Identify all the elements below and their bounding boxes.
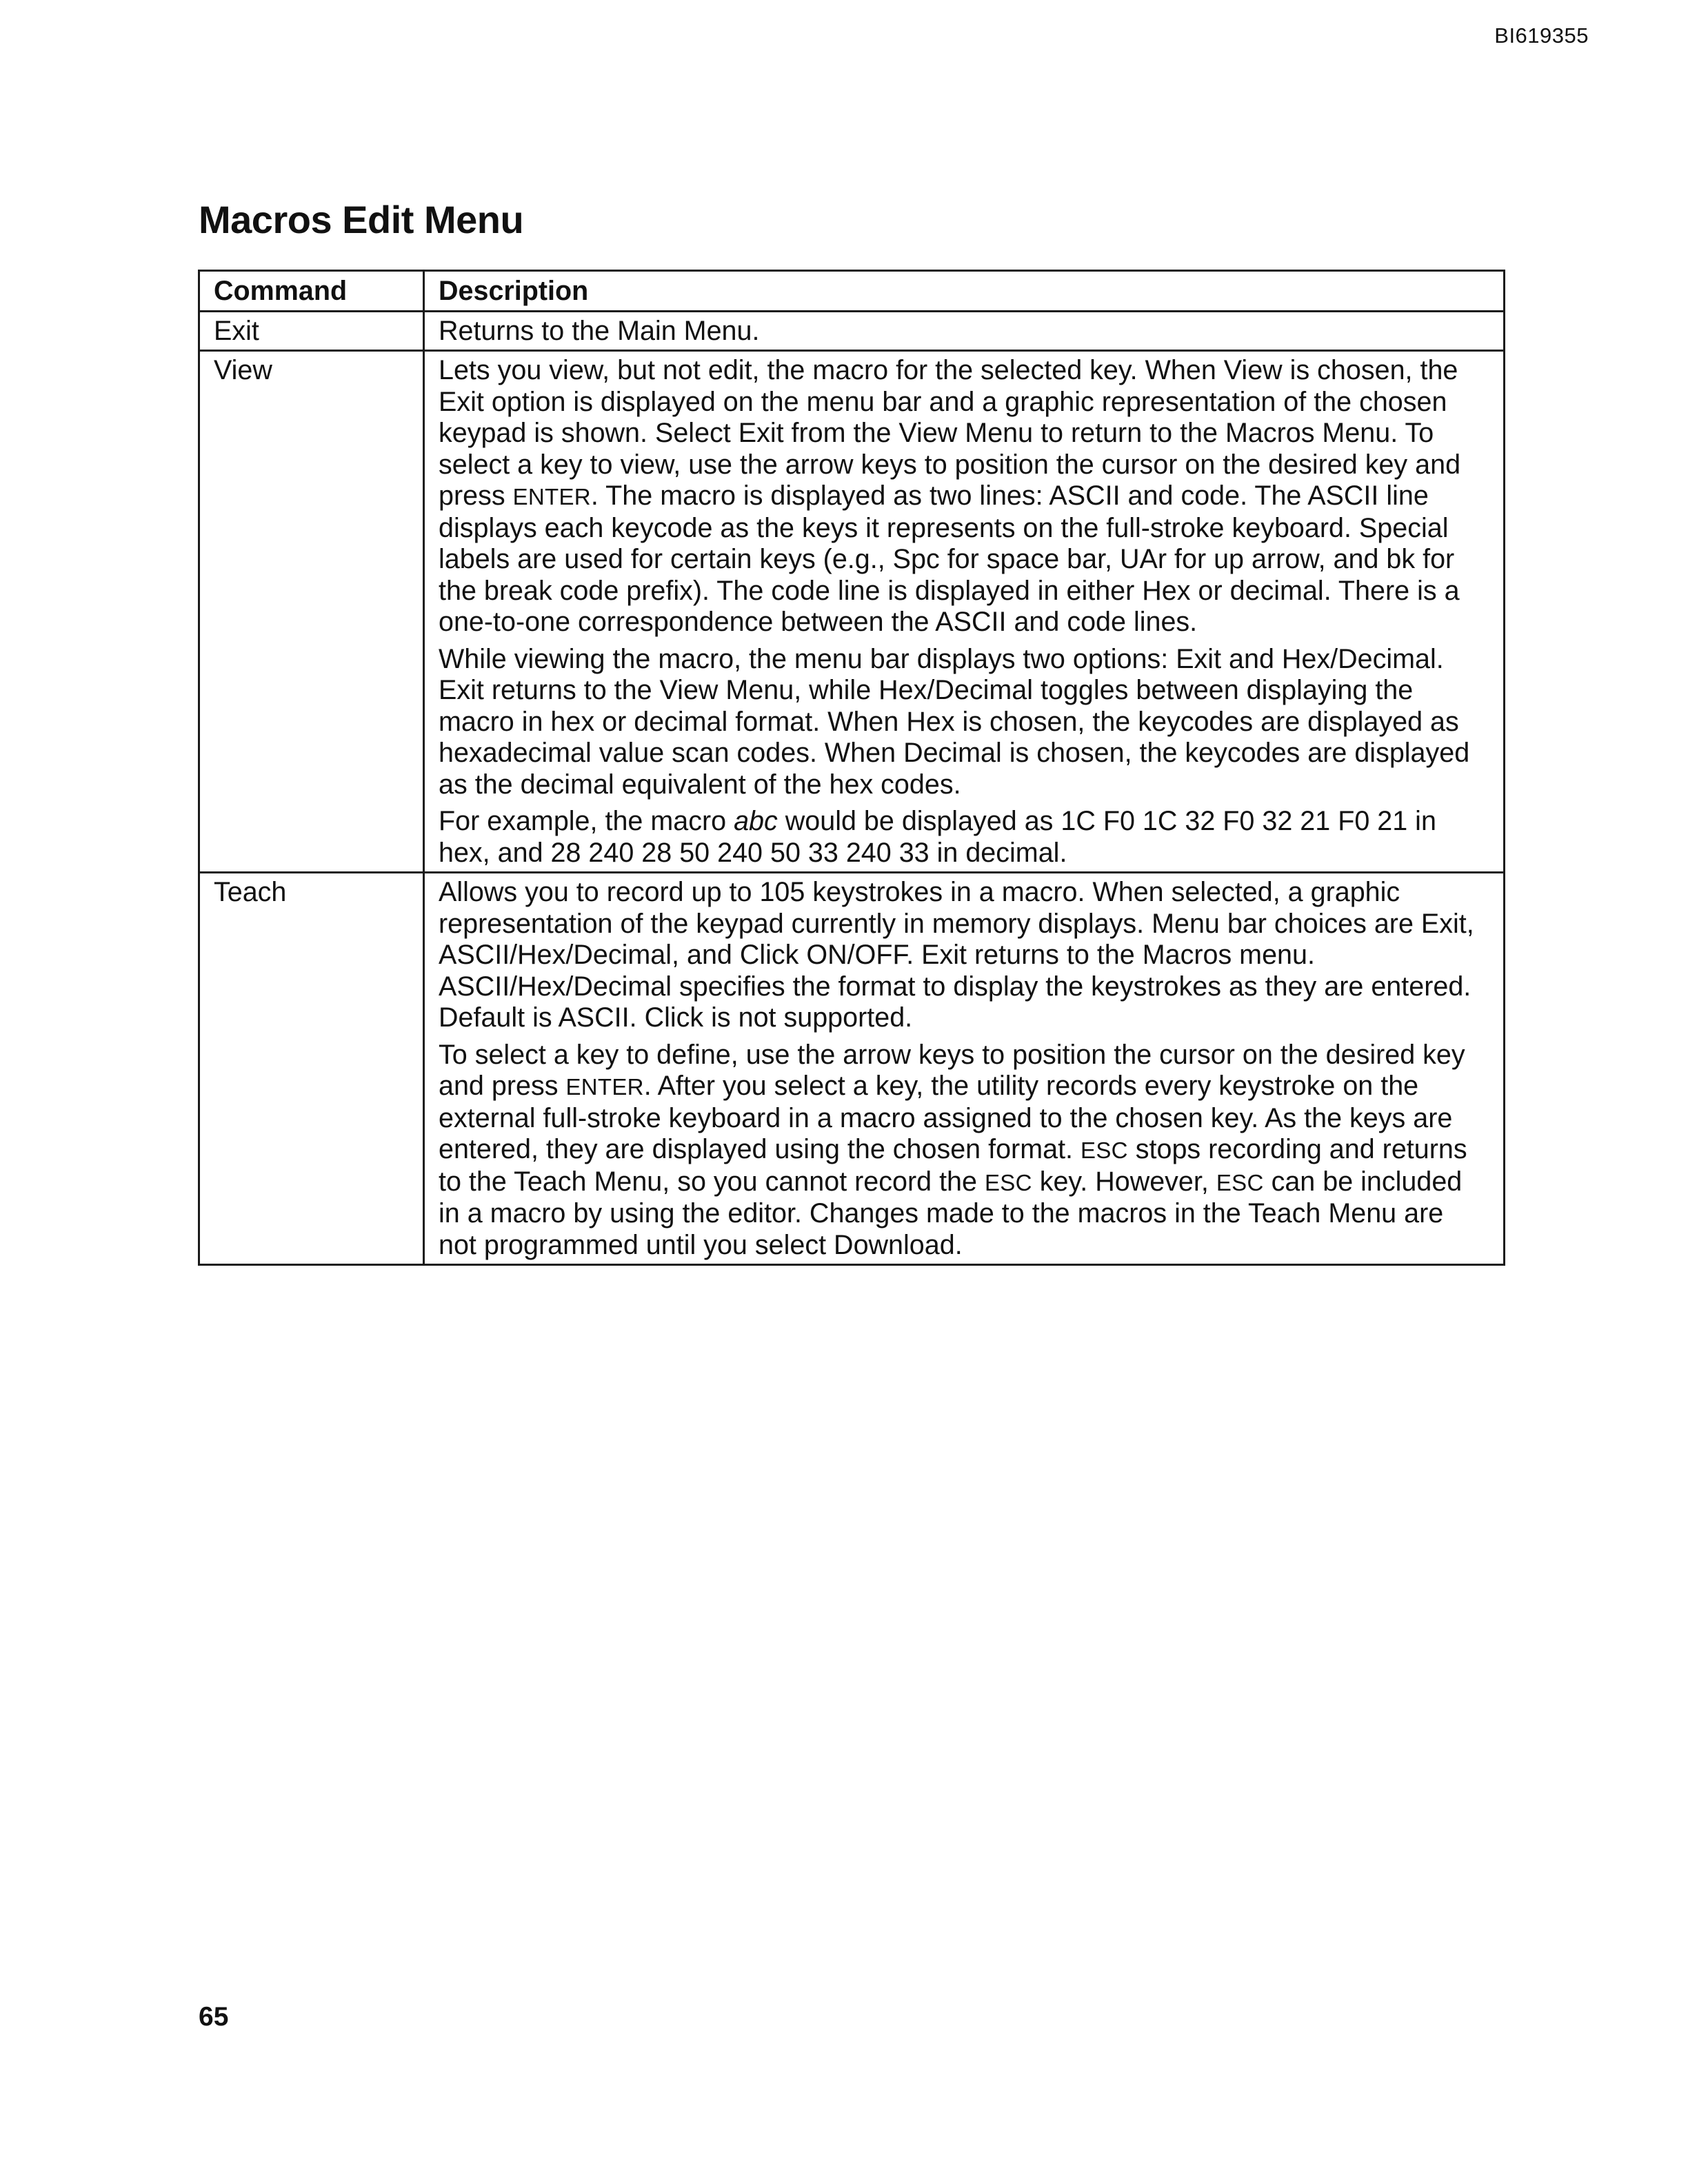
- description-paragraph: [439, 316, 1488, 347]
- key-name-esc: ESC: [984, 1169, 1032, 1195]
- key-name-enter: ENTER: [512, 484, 591, 509]
- table-row: [199, 351, 1505, 873]
- description-paragraph: [439, 1040, 1488, 1262]
- description-cell: [424, 311, 1505, 351]
- column-header-command: Command: [199, 271, 424, 312]
- description-paragraph: [439, 806, 1488, 869]
- example-macro: abc: [734, 806, 778, 836]
- description-paragraph: [439, 644, 1488, 801]
- text-run: key. However,: [1032, 1166, 1216, 1197]
- description-cell: [424, 351, 1505, 873]
- key-name-esc: ESC: [1216, 1169, 1264, 1195]
- text-run: . After you select a key, the utility records every keystroke on the external full-stroke keyboard in a macro assigned to the chosen key. As the keys are entered, they are displayed using the chosen format.: [439, 1071, 1453, 1164]
- key-name-enter: ENTER: [565, 1074, 644, 1100]
- command-cell: Teach: [199, 873, 424, 1265]
- text-run: can be included in a macro by using the editor. Changes made to the macros in the Teach Menu are not programmed until you select Download.: [439, 1166, 1463, 1260]
- text-run: Returns to the Main Menu.: [439, 315, 760, 346]
- page-number: 65: [199, 2002, 229, 2032]
- text-run: stops recording and returns to the Teach Menu, so you cannot record the: [439, 1134, 1467, 1197]
- description-paragraph: [439, 355, 1488, 638]
- command-cell: View: [199, 351, 424, 873]
- column-header-description: Description: [424, 271, 1505, 312]
- text-run: To select a key to define, use the arrow keys to position the cursor on the desired key and press: [439, 1039, 1465, 1101]
- text-run: would be displayed as 1C F0 1C 32 F0 32 21 F0 21 in hex, and 28 240 28 50 240 50 33 240 33 in decimal.: [439, 806, 1436, 868]
- commands-table: [198, 270, 1505, 1266]
- key-name-esc: ESC: [1081, 1138, 1128, 1163]
- text-run: Lets you view, but not edit, the macro for the selected key. When View is chosen, the Exit option is displayed on the menu bar and a graphic representation of the chosen keypad is shown. Select Exit from the View Menu to return to the Macros Menu. To select a key to view, use the arrow keys to position the cursor on the desired key and press: [439, 355, 1461, 511]
- text-run: While viewing the macro, the menu bar displays two options: Exit and Hex/Decimal. Exit returns to the View Menu, while Hex/Decimal toggles between displaying the macro in hex or decimal format. When Hex is chosen, the keycodes are displayed as hexadecimal value scan codes. When Decimal is chosen, the keycodes are displayed as the decimal equivalent of the hex codes.: [439, 643, 1470, 800]
- description-cell: [424, 873, 1505, 1265]
- text-run: Allows you to record up to 105 keystrokes in a macro. When selected, a graphic representation of the keypad currently in memory displays. Menu bar choices are Exit, ASCII/Hex/Decimal, and Click ON/OFF. Exit returns to the Macros menu. ASCII/Hex/Decimal specifies the format to display the keystrokes as they are entered. Default is ASCII. Click is not supported.: [439, 877, 1474, 1033]
- document-id: BI619355: [1494, 23, 1589, 48]
- command-cell: Exit: [199, 311, 424, 351]
- table-row: [199, 311, 1505, 351]
- description-paragraph: [439, 877, 1488, 1034]
- page-title: Macros Edit Menu: [199, 198, 524, 241]
- text-run: For example, the macro: [439, 806, 734, 836]
- table-row: [199, 873, 1505, 1265]
- text-run: . The macro is displayed as two lines: ASCII and code. The ASCII line displays each keycode as the keys it represents on the full-stroke keyboard. Special labels are used for certain keys (e.g., Spc for space bar, UAr for up arrow, and bk for the break code prefix). The code line is displayed in either Hex or decimal. There is a one-to-one correspondence between the ASCII and code lines.: [439, 481, 1460, 637]
- table-header-row: [199, 271, 1505, 312]
